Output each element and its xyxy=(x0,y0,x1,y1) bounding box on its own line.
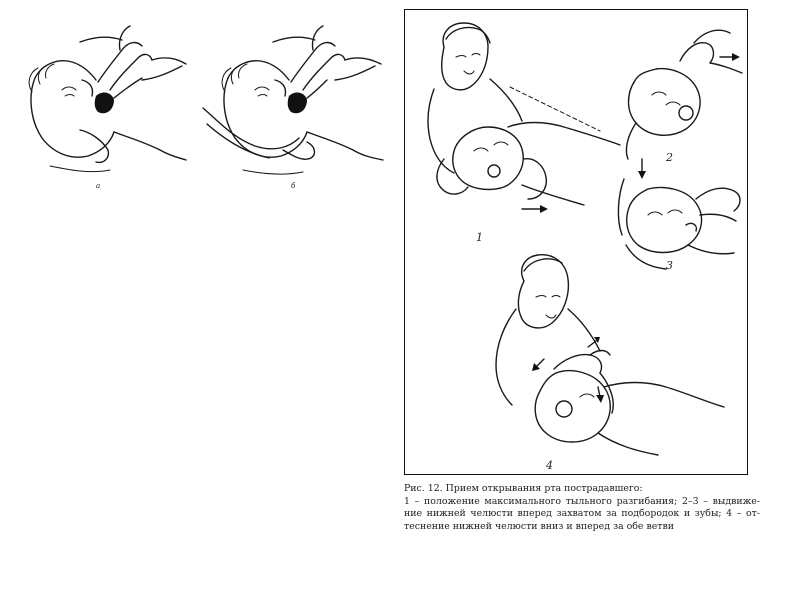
panel-4-drawing xyxy=(496,255,724,455)
label-3: 3 xyxy=(666,259,673,272)
label-4: 4 xyxy=(546,459,553,472)
caption-body: 1 – положение максимального тыльного разгибания; 2–3 – выдвижение нижней челюсти вперед захватом за подбородок и зубы; 4 – оттеснение нижней челюсти вниз и вперед за обе ветви xyxy=(404,495,760,532)
caption-title: Рис. 12. Прием открывания рта пострадавшего: xyxy=(404,483,643,494)
panel-3-drawing xyxy=(618,179,740,269)
illustration-a xyxy=(10,20,190,190)
label-a: а xyxy=(96,182,101,190)
label-b: б xyxy=(291,182,296,190)
label-2: 2 xyxy=(666,151,673,164)
panel-1-drawing xyxy=(428,23,620,213)
label-1: 1 xyxy=(476,231,483,244)
figure-illustrations xyxy=(404,9,748,475)
figure-caption xyxy=(404,483,760,533)
panel-2-drawing xyxy=(626,30,742,179)
illustration-b xyxy=(203,20,388,190)
